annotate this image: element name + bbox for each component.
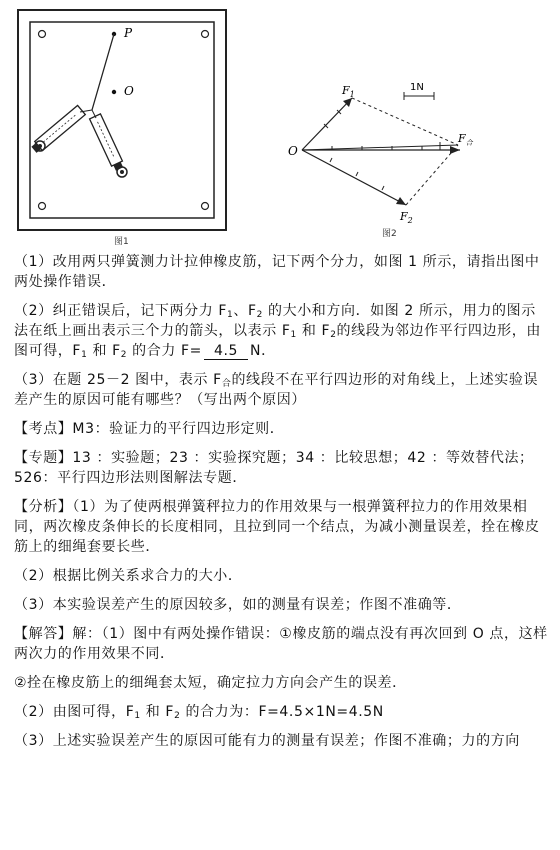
figure1-label-p: P — [124, 26, 133, 40]
figure1-board — [18, 10, 226, 230]
jieda-3: （2）由图可得，$F_1$ 和 $F_2$ 的合力为：F=4.5×1N=4.5N — [14, 704, 384, 721]
question-text — [14, 252, 548, 760]
jieda-4: （3）上述实验误差产生的原因可能有力的测量有误差；作图不准确；力的方向 — [14, 733, 520, 749]
question-1: （1）改用两只弹簧测力计拉伸橡皮筋，记下两个分力，如图 1 所示，请指出图中两处操作错误． — [14, 254, 540, 290]
figure1-label-o: O — [124, 84, 134, 98]
fenxi-3: （3）本实验误差产生的原因较多，如的测量有误差；作图不准确等． — [14, 597, 462, 613]
figure1-caption: 图1 — [114, 237, 129, 247]
figures — [0, 0, 560, 248]
figure2-label-fhe: $F_合$ — [458, 132, 473, 147]
fenxi-2: （2）根据比例关系求合力的大小． — [14, 568, 243, 584]
figure2-label-f1: $F_1$ — [342, 84, 355, 99]
fenxi-1: 【分析】（1）为了使两根弹簧秤拉力的作用效果与一根弹簧秤拉力的作用效果相同，两次橡皮条伸长的长度相同，且拉到同一个结点，为减小测量误差，拴在橡皮筋上的细绳套要长些． — [14, 499, 540, 555]
answer-blank: 4.5 — [204, 343, 248, 360]
figure2-label-f2: $F_2$ — [400, 210, 413, 225]
zhuanti: 【专题】13 ：实验题；23 ：实验探究题；34 ：比较思想；42 ：等效替代法；526：平行四边形法则图解法专题． — [14, 450, 534, 486]
figure-drawings — [0, 0, 560, 248]
jieda-2: ②拴在橡皮筋上的细绳套太短，确定拉力方向会产生的误差． — [14, 675, 407, 691]
figure2-scale-label: 1N — [410, 82, 424, 93]
question-2: （2）纠正错误后，记下两分力 $F_1$、$F_2$ 的大小和方向．如图 2 所示，用力的图示法在纸上画出表示三个力的箭头，以表示 $F_1$ 和 $F_2$的线段为邻边作平行四边形，由图可得，$F_1$ 和 $F_2$ 的合力 F= 4.5 N． — [14, 303, 541, 360]
figure2-diagram — [302, 92, 460, 205]
figure2-caption: 图2 — [382, 229, 397, 239]
kaodian: 【考点】M3：验证力的平行四边形定则． — [14, 421, 285, 437]
figure2-label-o: O — [288, 144, 298, 158]
question-3: （3）在题 25－2 图中，表示 $F_合$的线段不在平行四边形的对角线上，上述实验误差产生的原因可能有哪些？（写出两个原因） — [14, 372, 539, 408]
jieda-1: 【解答】解：（1）图中有两处操作错误：①橡皮筋的端点没有再次回到 O 点，这样两次力的作用效果不同． — [14, 626, 548, 662]
